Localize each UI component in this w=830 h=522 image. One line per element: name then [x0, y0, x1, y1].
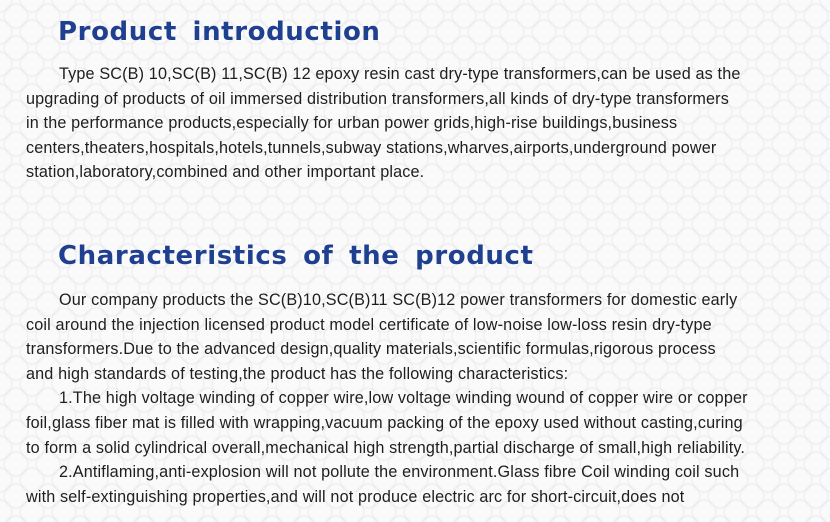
paragraph-line: and high standards of testing,the product has the following characteristics: — [26, 364, 569, 383]
characteristic-item-1-line: 1.The high voltage winding of copper wire,low voltage winding wound of copper wire or copper — [59, 389, 748, 408]
characteristic-item-2-line: 2.Antiflaming,anti-explosion will not pollute the environment.Glass fibre Coil winding coil such — [59, 463, 740, 482]
characteristic-item-1-line: foil,glass fiber mat is filled with wrapping,vacuum packing of the epoxy used without casting,curing — [26, 413, 743, 432]
paragraph-line: upgrading of products of oil immersed distribution transformers,all kinds of dry-type transformers — [26, 89, 729, 108]
characteristic-item-2-line: with self-extinguishing properties,and will not produce electric arc for short-circuit,does not — [26, 487, 685, 506]
paragraph-line: in the performance products,especially for urban power grids,high-rise buildings,business — [26, 114, 678, 133]
characteristics-section — [0, 238, 830, 509]
paragraph-line: centers,theaters,hospitals,hotels,tunnels,subway stations,wharves,airports,underground power — [26, 138, 717, 157]
characteristics-paragraph — [0, 288, 830, 509]
product-introduction-heading: Product introduction — [58, 17, 381, 47]
paragraph-line: station,laboratory,combined and other important place. — [26, 163, 425, 182]
paragraph-line: Type SC(B) 10,SC(B) 11,SC(B) 12 epoxy resin cast dry-type transformers,can be used as the — [59, 65, 741, 83]
paragraph-line: Our company products the SC(B)10,SC(B)11 SC(B)12 power transformers for domestic early — [59, 291, 738, 309]
characteristic-item-1-line: to form a solid cylindrical overall,mechanical high strength,partial discharge of small,high reliability. — [26, 438, 746, 457]
paragraph-line: transformers.Due to the advanced design,quality materials,scientific formulas,rigorous process — [26, 340, 716, 359]
product-introduction-section — [0, 14, 830, 185]
product-introduction-paragraph — [0, 62, 830, 185]
characteristics-heading: Characteristics of the product — [58, 241, 534, 271]
paragraph-line: coil around the injection licensed product model certificate of low-noise low-loss resin dry-type — [26, 315, 712, 334]
